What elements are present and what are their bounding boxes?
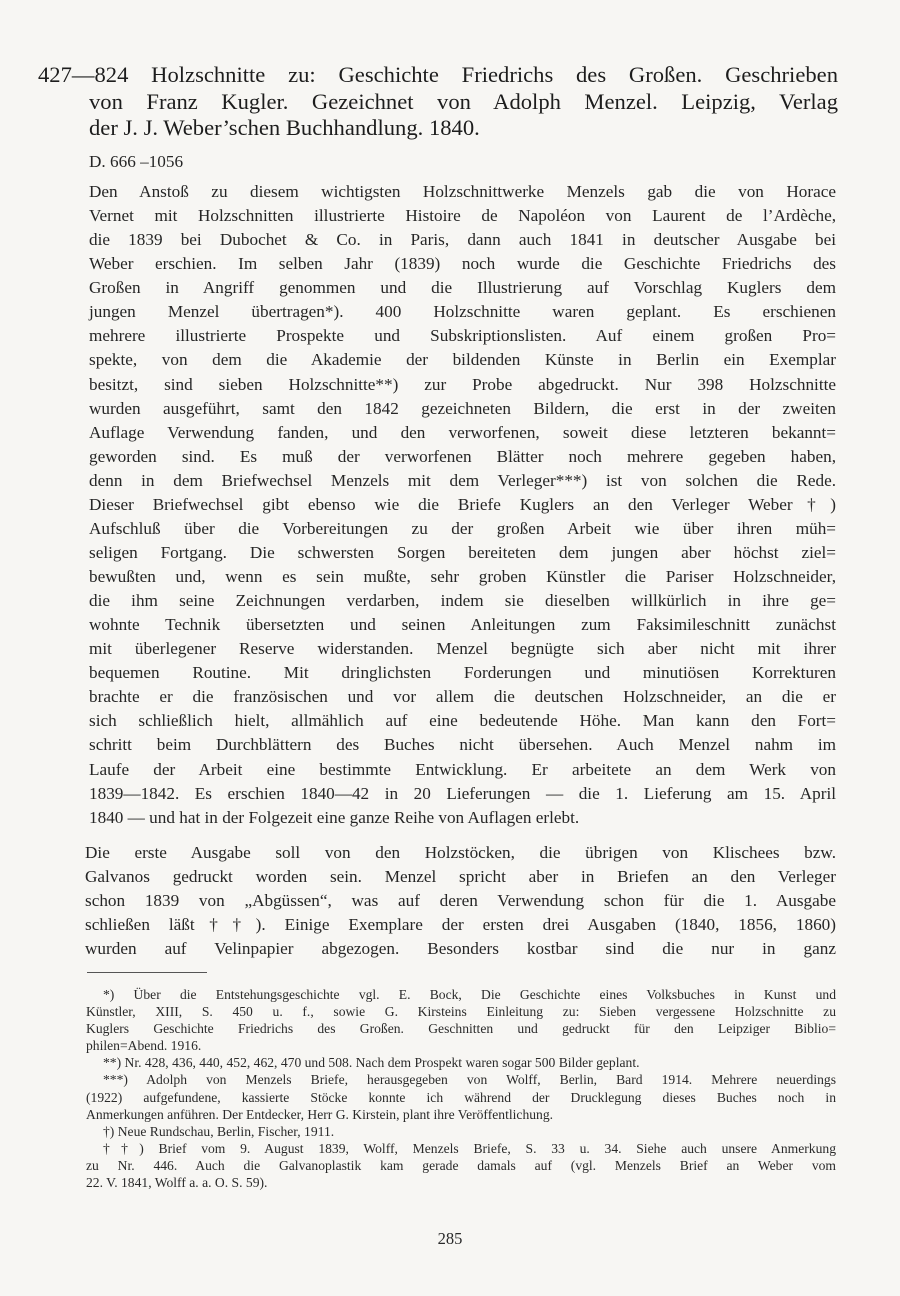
footnote-line: philen=Abend. 1916. (86, 1038, 202, 1054)
text-line: besitzt, sind sieben Holzschnitte**) zur Probe abgedruckt. Nur 398 Holzschnitte (89, 374, 836, 394)
page-number: 285 (437, 1229, 463, 1248)
text-line: Weber erschien. Im selben Jahr (1839) noch wurde die Geschichte Friedrichs des (89, 254, 836, 274)
text-line: Den Anstoß zu diesem wichtigsten Holzschnittwerke Menzels gab die von Horace (89, 182, 836, 201)
catalogue-reference: D. 666 –1056 (89, 152, 184, 171)
text-line: geworden sind. Es muß der verworfenen Blätter noch mehrere gegeben haben, (89, 446, 836, 466)
text-line: Die erste Ausgabe soll von den Holzstöcken, die übrigen von Klischees bzw. (85, 843, 836, 862)
footnote-line: 22. V. 1841, Wolff a. a. O. S. 59). (86, 1175, 268, 1191)
heading-line-3: der J. J. Weber’schen Buchhandlung. 1840. (89, 115, 480, 140)
paragraph-2 (85, 841, 836, 961)
heading-line-2: von Franz Kugler. Gezeichnet von Adolph Menzel. Leipzig, Verlag (89, 88, 838, 114)
text-line: bewußten und, wenn es sein mußte, sehr groben Künstler die Pariser Holzschneider, (89, 567, 836, 586)
footnote-line: Künstler, XIII, S. 450 u. f., sowie G. Kirsteins Einleitung zu: Sieben vergessene Holzschnitte zu (86, 1004, 836, 1020)
footnote (86, 1054, 836, 1071)
paragraph-1 (89, 180, 836, 830)
text-line: schon 1839 von „Abgüssen“, was auf deren Verwendung schon für die 1. Ausgabe (85, 891, 836, 911)
text-line: 1839—1842. Es erschien 1840—42 in 20 Lieferungen — die 1. Lieferung am 15. April (89, 783, 836, 803)
footnote (86, 986, 836, 1054)
footnote-line: (1922) aufgefundene, kassierte Stöcke konnte ich während der Drucklegung dieses Buches noch in (86, 1089, 836, 1105)
footnotes (86, 986, 836, 1191)
text-line: schließen läßt††). Einige Exemplare der ersten drei Ausgaben (1840, 1856, 1860) (85, 915, 836, 935)
footnote-line: Kuglers Geschichte Friedrichs des Großen. Geschnitten und gedruckt für den Leipziger Biblio= (86, 1021, 836, 1037)
footnote-line: zu Nr. 446. Auch die Galvanoplastik kam gerade damals auf (vgl. Menzels Brief an Weber vom (86, 1157, 836, 1173)
footnote-line: **) Nr. 428, 436, 440, 452, 462, 470 und 508. Nach dem Prospekt waren sogar 500 Bilder geplant. (103, 1055, 640, 1071)
footnote-line: *) Über die Entstehungsgeschichte vgl. E. Bock, Die Geschichte eines Volksbuches in Kunst und (103, 987, 836, 1002)
text-line: denn in dem Briefwechsel Menzels mit dem Verleger***) ist von solchen die Rede. (89, 470, 836, 490)
text-line: Vernet mit Holzschnitten illustrierte Histoire de Napoléon von Laurent de l’Ardèche, (89, 206, 836, 226)
text-line: Laufe der Arbeit eine bestimmte Entwicklung. Er arbeitete an dem Werk von (89, 759, 836, 779)
heading-line-1: 427—824 Holzschnitte zu: Geschichte Friedrichs des Großen. Geschrieben (38, 62, 838, 87)
entry-heading (38, 62, 838, 142)
text-line: jungen Menzel übertragen*). 400 Holzschnitte waren geplant. Es erschienen (89, 302, 836, 322)
footnote (86, 1071, 836, 1122)
text-line: bequemen Routine. Mit dringlichsten Forderungen und minutiösen Korrekturen (89, 663, 836, 683)
text-line: schritt beim Durchblättern des Buches nicht übersehen. Auch Menzel nahm im (89, 735, 836, 755)
text-line: wohnte Technik übersetzten und seinen Anleitungen zum Faksimileschnitt zunächst (89, 615, 836, 635)
text-line: Dieser Briefwechsel gibt ebenso wie die Briefe Kuglers an den Verleger Weber†) (89, 494, 836, 514)
text-line: die ihm seine Zeichnungen verdarben, indem sie dieselben willkürlich in ihre ge= (89, 591, 836, 611)
text-line: wurden auf Velinpapier abgezogen. Besonders kostbar sind die nur in ganz (85, 939, 836, 959)
text-line: brachte er die französischen und vor allem die deutschen Holzschneider, an die er (89, 687, 836, 707)
text-line: 1840 — und hat in der Folgezeit eine ganze Reihe von Auflagen erlebt. (89, 807, 580, 827)
footnote-rule (87, 972, 207, 973)
footnote-line: Anmerkungen anführen. Der Entdecker, Herr G. Kirstein, plant ihre Veröffentlichung. (86, 1106, 554, 1122)
text-line: mehrere illustrierte Prospekte und Subskriptionslisten. Auf einem großen Pro= (89, 326, 836, 346)
text-line: wurden ausgeführt, samt den 1842 gezeichneten Bildern, die erst in der zweiten (89, 398, 836, 418)
text-line: die 1839 bei Dubochet & Co. in Paris, dann auch 1841 in deutscher Ausgabe bei (89, 230, 836, 250)
text-line: seligen Fortgang. Die schwersten Sorgen bereiteten dem jungen aber höchst ziel= (89, 542, 836, 562)
footnote (86, 1140, 836, 1191)
text-line: Aufschluß über die Vorbereitungen zu der großen Arbeit wie über ihren müh= (89, 518, 836, 538)
text-line: Großen in Angriff genommen und die Illustrierung auf Vorschlag Kuglers dem (89, 278, 836, 298)
text-line: Auflage Verwendung fanden, und den verworfenen, soweit diese letzteren bekannt= (89, 422, 836, 442)
footnote-line: ***) Adolph von Menzels Briefe, herausgegeben von Wolff, Berlin, Bard 1914. Mehrere neuerdings (103, 1072, 836, 1088)
footnote-line: ††) Brief vom 9. August 1839, Wolff, Menzels Briefe, S. 33 u. 34. Siehe auch unsere Anmerkung (103, 1140, 836, 1156)
footnote-line: †) Neue Rundschau, Berlin, Fischer, 1911. (103, 1123, 335, 1139)
text-line: Galvanos gedruckt worden sein. Menzel spricht aber in Briefen an den Verleger (85, 867, 836, 887)
text-line: sich schließlich hielt, allmählich auf eine bedeutende Höhe. Man kann den Fort= (89, 711, 836, 731)
footnote (86, 1123, 836, 1140)
text-line: spekte, von dem die Akademie der bildenden Künste in Berlin ein Exemplar (89, 350, 836, 370)
text-line: mit überlegener Reserve widerstanden. Menzel begnügte sich aber nicht mit ihrer (89, 639, 836, 659)
